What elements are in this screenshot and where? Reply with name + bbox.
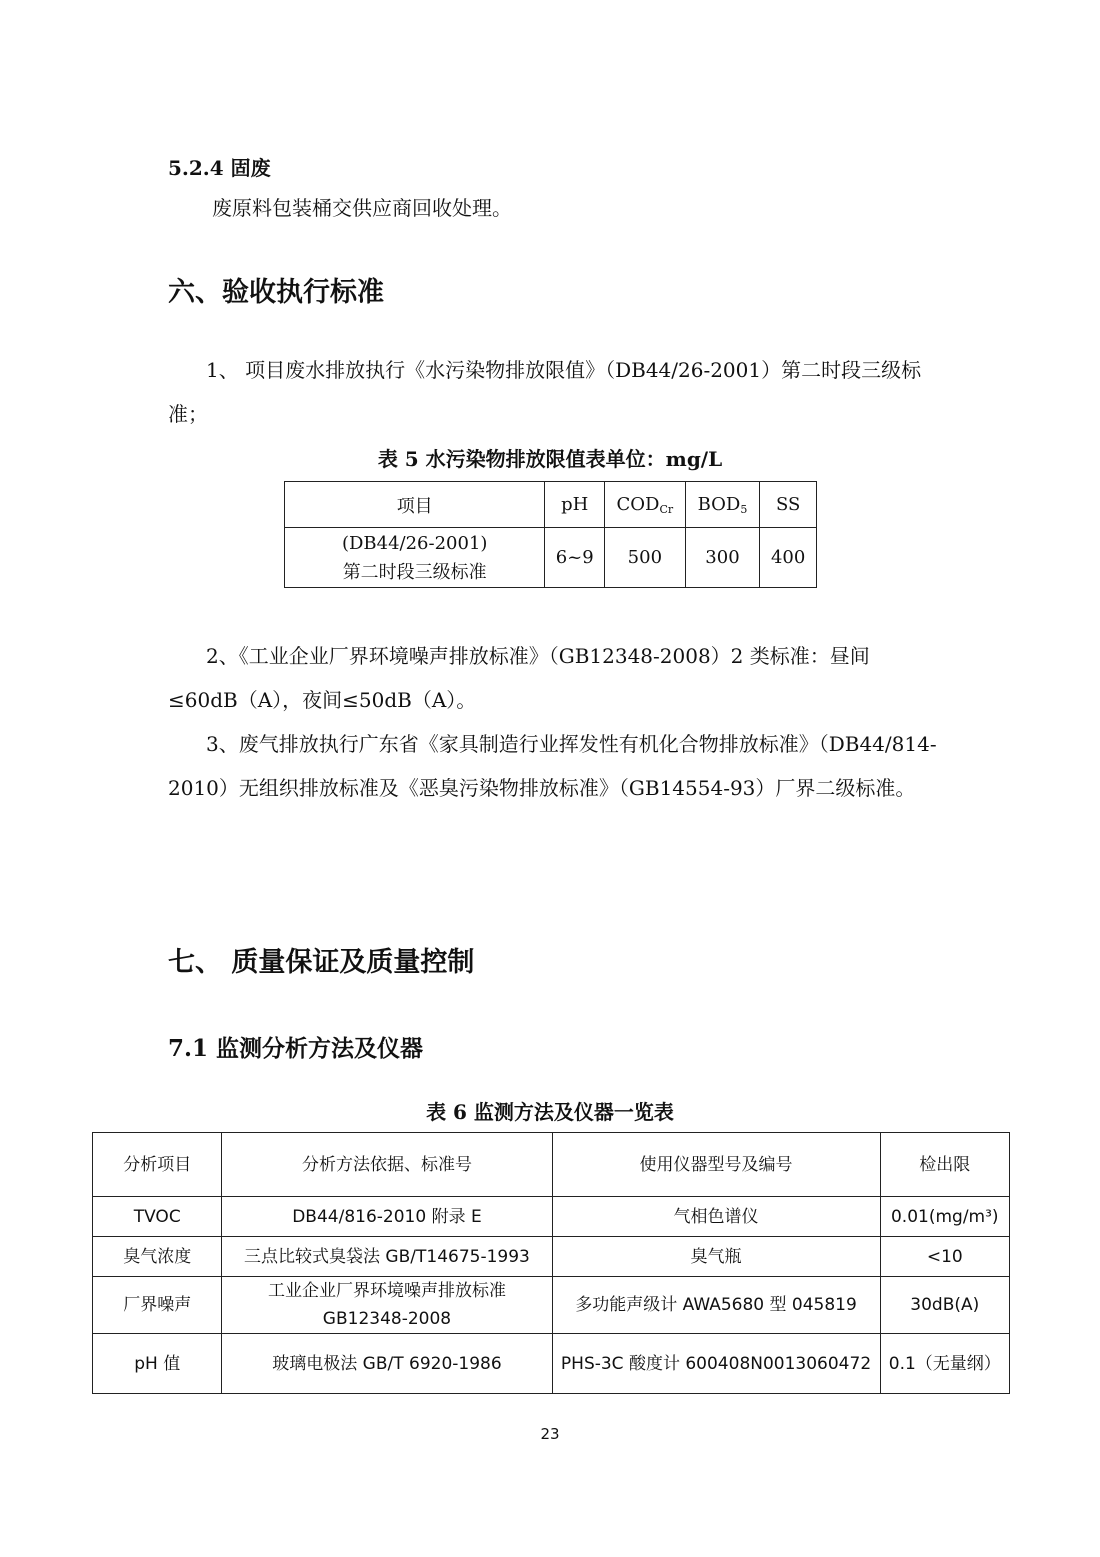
header-bod: $BOD_5$ xyxy=(685,482,760,528)
header-item: 项目 xyxy=(285,482,545,528)
cell-method: 三点比较式臭袋法 GB/T14675-1993 xyxy=(222,1237,552,1277)
cell-item: 臭气浓度 xyxy=(93,1237,222,1277)
standard-item-2: 2、《工业企业厂界环境噪声排放标准》（GB12348-2008）2 类标准：昼间≤60dB（A），夜间≤50dB（A）。 xyxy=(168,644,870,712)
table-header-row xyxy=(285,482,817,528)
header-cod: $COD_{Cr}$ xyxy=(605,482,686,528)
row-ss: 400 xyxy=(760,528,817,588)
chapter-heading-6: 六、验收执行标准 xyxy=(168,277,384,308)
table-header-row xyxy=(93,1133,1010,1197)
row-cod: 500 xyxy=(605,528,686,588)
cell-method: DB44/816-2010 附录 E xyxy=(222,1197,552,1237)
row-bod: 300 xyxy=(685,528,760,588)
cell-instrument: 气相色谱仪 xyxy=(552,1197,880,1237)
section-number: 5.2.4 xyxy=(168,156,224,180)
header-ph: pH xyxy=(545,482,605,528)
table-5-caption: 表 5 水污染物排放限值表单位：mg/L xyxy=(377,447,723,471)
cod-subscript: Cr xyxy=(659,502,674,516)
cell-item: pH 值 xyxy=(93,1334,222,1394)
cell-instrument: PHS-3C 酸度计 600408N0013060472 xyxy=(552,1334,880,1394)
header-method: 分析方法依据、标准号 xyxy=(222,1133,552,1197)
table-row xyxy=(93,1277,1010,1334)
header-analysis-item: 分析项目 xyxy=(93,1133,222,1197)
table-5 xyxy=(284,481,817,588)
table-6 xyxy=(92,1132,1010,1394)
cell-limit: <10 xyxy=(880,1237,1009,1277)
row-item: (DB44/26-2001) 第二时段三级标准 xyxy=(285,528,545,588)
cell-limit: 30dB(A) xyxy=(880,1277,1009,1334)
table-row xyxy=(93,1197,1010,1237)
header-ss: SS xyxy=(760,482,817,528)
section-heading-7-1: 7.1 监测分析方法及仪器 xyxy=(168,1035,424,1062)
table-6-caption: 表 6 监测方法及仪器一览表 xyxy=(426,1100,674,1124)
cell-method: 玻璃电极法 GB/T 6920-1986 xyxy=(222,1334,552,1394)
bod-subscript: 5 xyxy=(740,502,748,516)
page-number: 23 xyxy=(540,1425,560,1443)
cell-limit: 0.01(mg/m³) xyxy=(880,1197,1009,1237)
header-detection-limit: 检出限 xyxy=(880,1133,1009,1197)
row-ph: 6~9 xyxy=(545,528,605,588)
header-instrument: 使用仪器型号及编号 xyxy=(552,1133,880,1197)
table-row xyxy=(93,1334,1010,1394)
section-title: 固废 xyxy=(230,156,271,180)
table-row xyxy=(285,528,817,588)
standard-item-1: 1、 项目废水排放执行《水污染物排放限值》（DB44/26-2001）第二时段三级标准； xyxy=(168,358,922,426)
cell-method: 工业企业厂界环境噪声排放标准 GB12348-2008 xyxy=(222,1277,552,1334)
standard-item-3: 3、废气排放执行广东省《家具制造行业挥发性有机化合物排放标准》（DB44/814-2010）无组织排放标准及《恶臭污染物排放标准》（GB14554-93）厂界二级标准。 xyxy=(168,732,937,800)
solid-waste-paragraph: 废原料包装桶交供应商回收处理。 xyxy=(212,196,512,220)
chapter-heading-7: 七、 质量保证及质量控制 xyxy=(168,947,475,978)
table-row xyxy=(93,1237,1010,1277)
cell-item: TVOC xyxy=(93,1197,222,1237)
section-heading-5-2-4 xyxy=(168,152,271,181)
cell-instrument: 臭气瓶 xyxy=(552,1237,880,1277)
cell-instrument: 多功能声级计 AWA5680 型 045819 xyxy=(552,1277,880,1334)
cell-limit: 0.1（无量纲） xyxy=(880,1334,1009,1394)
cell-item: 厂界噪声 xyxy=(93,1277,222,1334)
